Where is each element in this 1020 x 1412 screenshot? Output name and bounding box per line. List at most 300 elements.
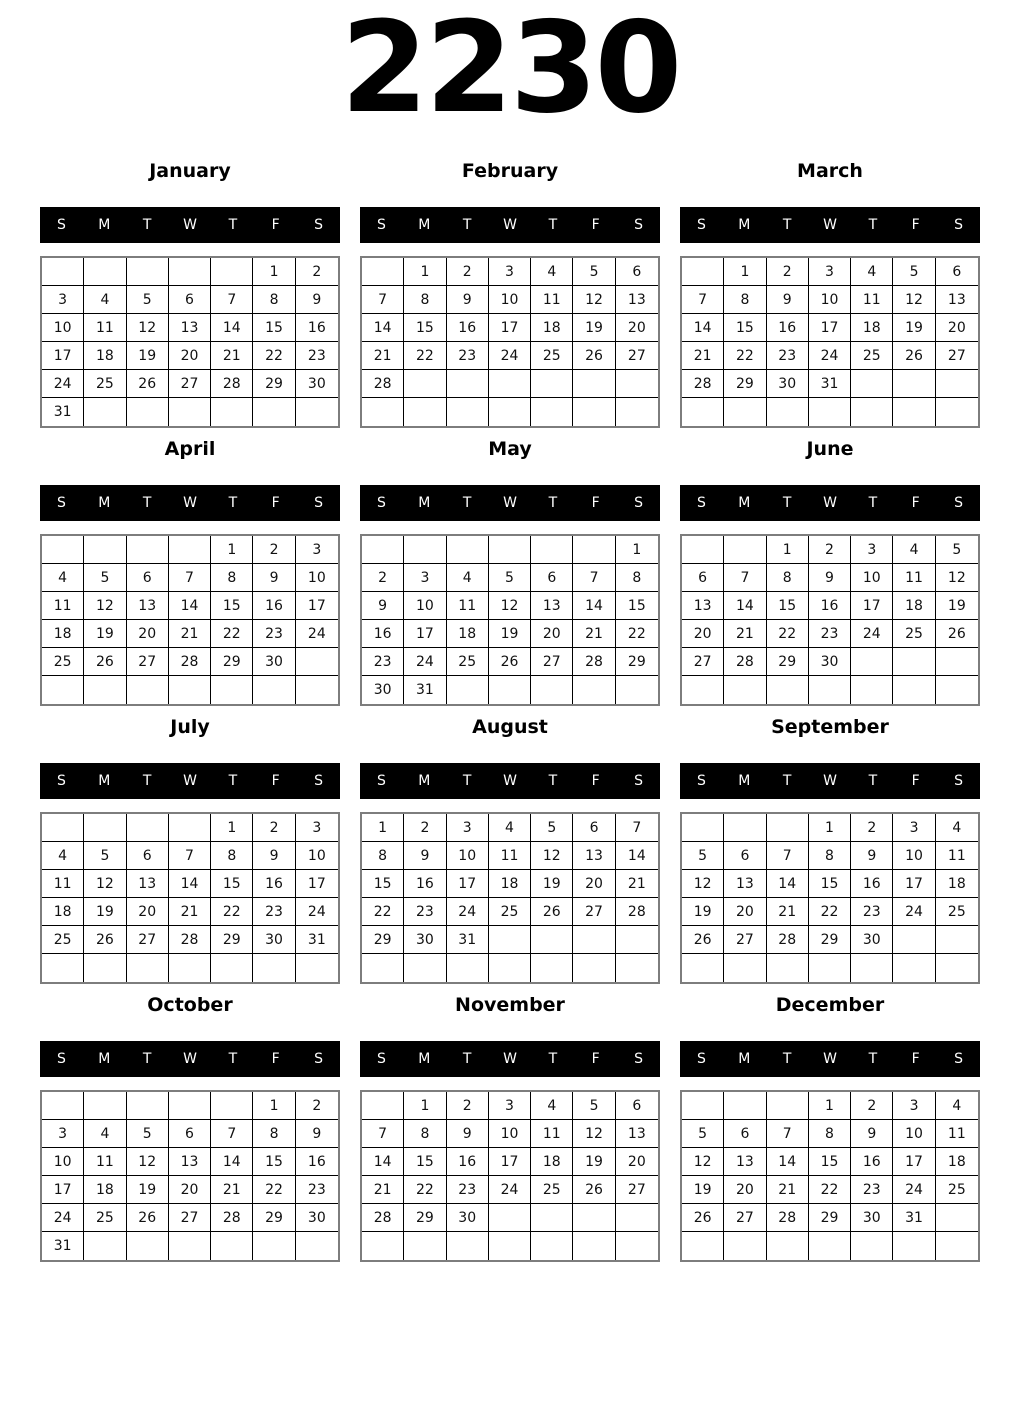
day-cell: 25 [84,1204,126,1232]
day-cell: 22 [767,620,809,648]
day-cell: 3 [296,814,338,842]
day-grid [40,256,340,428]
day-cell: 5 [127,1120,169,1148]
month-title: May [488,438,532,460]
day-cell: 31 [42,1232,84,1260]
month-block [360,150,660,428]
day-cell: 18 [531,314,573,342]
day-cell: 20 [616,314,658,342]
day-cell: 3 [404,564,446,592]
day-cell: 26 [127,370,169,398]
day-cell: 22 [724,342,766,370]
day-cell: 22 [404,1176,446,1204]
day-cell: 7 [362,1120,404,1148]
year-title: 2230 [340,0,680,141]
day-cell: 19 [573,1148,615,1176]
day-cell-empty [682,1092,724,1120]
day-cell: 26 [682,1204,724,1232]
weekday-header-bar [680,207,980,243]
day-cell-empty [296,398,338,426]
day-cell: 29 [404,1204,446,1232]
day-cell: 12 [893,286,935,314]
day-cell: 20 [936,314,978,342]
day-cell: 8 [404,286,446,314]
weekday-label: T [462,773,472,789]
day-cell-empty [573,676,615,704]
day-cell-empty [447,370,489,398]
day-cell: 24 [809,342,851,370]
day-cell: 14 [573,592,615,620]
day-cell: 19 [84,620,126,648]
day-cell: 2 [447,258,489,286]
day-cell-empty [616,926,658,954]
day-cell-empty [362,398,404,426]
weekday-label: T [548,495,558,511]
day-cell: 15 [253,314,295,342]
day-cell: 29 [724,370,766,398]
day-cell-empty [404,1232,446,1260]
day-cell: 2 [851,1092,893,1120]
months-grid [40,150,980,1262]
weekday-label: M [98,773,111,789]
day-cell: 6 [127,842,169,870]
day-cell-empty [531,1232,573,1260]
day-cell: 13 [573,842,615,870]
day-cell: 30 [296,370,338,398]
day-cell-empty [362,1232,404,1260]
day-cell: 15 [616,592,658,620]
day-cell: 1 [724,258,766,286]
day-cell: 2 [809,536,851,564]
day-cell: 23 [447,1176,489,1204]
day-cell: 9 [253,564,295,592]
day-cell: 28 [573,648,615,676]
day-cell-empty [893,648,935,676]
day-cell: 16 [253,870,295,898]
day-cell: 9 [296,1120,338,1148]
day-cell: 15 [211,870,253,898]
weekday-label: S [634,495,644,511]
weekday-label: W [503,217,517,233]
day-cell: 16 [851,1148,893,1176]
day-cell-empty [893,954,935,982]
day-cell-empty [404,370,446,398]
day-cell-empty [84,536,126,564]
day-cell: 1 [404,1092,446,1120]
day-cell-empty [767,676,809,704]
day-cell-empty [616,676,658,704]
day-cell: 21 [573,620,615,648]
day-grid [680,534,980,706]
day-cell: 18 [489,870,531,898]
day-cell: 19 [127,342,169,370]
day-cell: 8 [362,842,404,870]
day-cell: 23 [809,620,851,648]
day-cell: 29 [362,926,404,954]
day-cell: 1 [809,1092,851,1120]
day-cell-empty [169,676,211,704]
day-cell-empty [531,676,573,704]
day-cell-empty [42,676,84,704]
day-cell: 13 [616,286,658,314]
day-cell: 5 [682,842,724,870]
day-cell: 25 [936,898,978,926]
weekday-header-bar [40,763,340,799]
weekday-label: M [738,773,751,789]
day-cell: 12 [682,870,724,898]
weekday-label: M [98,217,111,233]
day-cell-empty [851,954,893,982]
day-cell-empty [724,814,766,842]
day-grid [360,256,660,428]
weekday-header-bar [680,1041,980,1077]
day-cell: 15 [724,314,766,342]
day-cell: 11 [447,592,489,620]
weekday-label: T [868,495,878,511]
day-cell-empty [127,536,169,564]
day-cell-empty [447,398,489,426]
day-cell-empty [169,536,211,564]
day-cell: 6 [616,1092,658,1120]
day-cell: 14 [211,1148,253,1176]
day-cell: 6 [936,258,978,286]
day-cell-empty [682,954,724,982]
day-cell: 5 [531,814,573,842]
day-cell: 16 [809,592,851,620]
day-cell: 3 [489,258,531,286]
weekday-label: F [271,217,280,233]
day-cell: 8 [616,564,658,592]
day-cell: 24 [404,648,446,676]
weekday-label: S [634,773,644,789]
weekday-header-bar [680,763,980,799]
weekday-label: F [271,495,280,511]
day-cell: 6 [531,564,573,592]
day-cell-empty [531,370,573,398]
day-cell: 21 [767,1176,809,1204]
day-cell: 16 [447,1148,489,1176]
day-cell: 10 [809,286,851,314]
day-cell-empty [809,676,851,704]
weekday-label: W [823,1051,837,1067]
day-cell-empty [127,814,169,842]
day-cell: 19 [936,592,978,620]
day-cell: 25 [851,342,893,370]
day-cell: 3 [42,286,84,314]
day-cell: 28 [724,648,766,676]
day-cell: 15 [404,1148,446,1176]
day-cell-empty [489,954,531,982]
day-cell-empty [489,676,531,704]
day-cell-empty [573,536,615,564]
day-cell-empty [616,1232,658,1260]
day-cell: 27 [127,648,169,676]
weekday-label: M [738,1051,751,1067]
day-cell-empty [851,370,893,398]
day-cell-empty [936,954,978,982]
day-cell-empty [767,1092,809,1120]
day-cell-empty [42,536,84,564]
weekday-header-bar [40,1041,340,1077]
day-cell: 20 [169,342,211,370]
day-cell: 22 [809,898,851,926]
day-cell-empty [767,814,809,842]
day-cell-empty [489,370,531,398]
day-cell: 24 [42,1204,84,1232]
day-cell-empty [211,1232,253,1260]
day-cell: 17 [893,870,935,898]
weekday-label: W [823,217,837,233]
day-cell-empty [489,1232,531,1260]
day-cell: 2 [296,258,338,286]
weekday-label: S [376,217,386,233]
day-cell: 24 [296,898,338,926]
day-cell-empty [573,954,615,982]
day-cell: 26 [127,1204,169,1232]
day-cell-empty [404,954,446,982]
day-cell: 1 [362,814,404,842]
day-cell-empty [447,536,489,564]
day-cell: 25 [531,1176,573,1204]
day-cell: 27 [724,926,766,954]
day-cell-empty [531,954,573,982]
day-cell-empty [851,1232,893,1260]
day-cell-empty [127,1232,169,1260]
day-cell: 15 [253,1148,295,1176]
day-cell: 19 [531,870,573,898]
day-cell-empty [851,676,893,704]
day-cell: 31 [296,926,338,954]
day-cell: 24 [447,898,489,926]
day-cell: 19 [489,620,531,648]
day-cell-empty [42,814,84,842]
day-cell: 13 [724,1148,766,1176]
day-cell: 16 [253,592,295,620]
day-cell-empty [893,676,935,704]
day-cell: 7 [573,564,615,592]
day-cell: 4 [531,258,573,286]
weekday-label: F [271,773,280,789]
day-cell: 13 [127,592,169,620]
day-cell: 22 [616,620,658,648]
day-cell: 11 [936,842,978,870]
day-cell: 28 [211,370,253,398]
day-cell-empty [169,814,211,842]
weekday-label: W [503,1051,517,1067]
month-title: April [164,438,216,460]
day-cell: 17 [489,314,531,342]
day-cell: 1 [616,536,658,564]
weekday-header-bar [360,763,660,799]
day-cell: 13 [531,592,573,620]
weekday-label: T [868,217,878,233]
month-title: July [170,716,210,738]
month-title: June [806,438,854,460]
day-cell: 20 [573,870,615,898]
day-cell: 7 [767,842,809,870]
day-cell: 10 [447,842,489,870]
day-cell: 14 [767,870,809,898]
day-cell: 8 [767,564,809,592]
weekday-label: T [868,773,878,789]
day-cell: 28 [767,1204,809,1232]
weekday-label: T [462,1051,472,1067]
day-cell: 17 [404,620,446,648]
day-cell-empty [682,536,724,564]
day-cell-empty [573,370,615,398]
weekday-label: S [634,217,644,233]
weekday-label: M [418,1051,431,1067]
day-cell: 30 [296,1204,338,1232]
day-cell: 12 [936,564,978,592]
day-cell-empty [169,258,211,286]
day-cell: 23 [296,342,338,370]
day-cell-empty [851,398,893,426]
day-cell-empty [724,1232,766,1260]
day-cell: 24 [489,342,531,370]
day-cell: 20 [127,898,169,926]
day-cell: 10 [404,592,446,620]
day-cell: 3 [447,814,489,842]
day-cell: 19 [127,1176,169,1204]
day-cell: 19 [682,1176,724,1204]
day-cell: 31 [447,926,489,954]
month-title: November [455,994,565,1016]
day-cell: 16 [851,870,893,898]
day-cell: 3 [489,1092,531,1120]
day-cell: 8 [211,842,253,870]
day-cell: 28 [211,1204,253,1232]
day-cell: 6 [169,286,211,314]
day-cell-empty [253,954,295,982]
weekday-label: S [954,217,964,233]
weekday-label: T [868,1051,878,1067]
month-block [360,428,660,706]
day-cell-empty [404,398,446,426]
day-cell-empty [362,1092,404,1120]
day-cell: 16 [404,870,446,898]
weekday-label: S [56,495,66,511]
month-block [40,428,340,706]
day-cell-empty [531,926,573,954]
day-cell: 5 [682,1120,724,1148]
day-cell: 3 [893,814,935,842]
day-cell-empty [767,1232,809,1260]
weekday-label: S [696,1051,706,1067]
day-cell-empty [253,676,295,704]
day-cell: 18 [531,1148,573,1176]
day-cell: 31 [893,1204,935,1232]
day-cell: 25 [84,370,126,398]
day-cell: 10 [42,1148,84,1176]
day-cell: 26 [489,648,531,676]
day-cell: 4 [851,258,893,286]
day-cell: 14 [169,592,211,620]
day-cell: 7 [682,286,724,314]
day-grid [680,256,980,428]
day-grid [360,534,660,706]
day-cell: 5 [573,258,615,286]
day-cell-empty [936,370,978,398]
day-cell: 24 [893,898,935,926]
day-cell-empty [573,926,615,954]
weekday-label: T [142,495,152,511]
day-cell: 27 [169,1204,211,1232]
weekday-label: S [314,217,324,233]
day-cell: 19 [682,898,724,926]
day-cell-empty [362,258,404,286]
weekday-label: W [183,495,197,511]
day-cell: 7 [724,564,766,592]
day-cell: 4 [447,564,489,592]
day-cell: 30 [809,648,851,676]
day-cell-empty [531,536,573,564]
day-cell-empty [682,258,724,286]
day-cell-empty [682,1232,724,1260]
day-cell: 12 [127,314,169,342]
day-cell: 18 [84,342,126,370]
day-cell-empty [127,1092,169,1120]
day-cell: 21 [767,898,809,926]
day-cell: 5 [127,286,169,314]
day-cell: 15 [809,870,851,898]
day-cell-empty [211,954,253,982]
day-cell: 7 [169,564,211,592]
weekday-label: F [911,773,920,789]
day-cell: 20 [724,1176,766,1204]
weekday-label: W [503,495,517,511]
day-cell: 25 [893,620,935,648]
day-cell: 11 [531,286,573,314]
day-cell: 17 [42,342,84,370]
day-cell: 26 [84,648,126,676]
day-cell-empty [489,1204,531,1232]
day-cell: 1 [809,814,851,842]
day-cell: 12 [84,592,126,620]
day-cell: 31 [42,398,84,426]
weekday-label: F [271,1051,280,1067]
day-cell: 29 [253,370,295,398]
weekday-label: S [696,217,706,233]
day-cell: 4 [936,1092,978,1120]
day-cell: 23 [447,342,489,370]
day-cell: 25 [447,648,489,676]
day-cell-empty [447,954,489,982]
day-cell: 6 [616,258,658,286]
day-cell: 20 [127,620,169,648]
day-cell-empty [296,648,338,676]
day-cell: 27 [573,898,615,926]
weekday-label: T [142,773,152,789]
month-block [680,984,980,1262]
day-cell: 25 [489,898,531,926]
day-cell: 22 [211,620,253,648]
day-cell: 20 [724,898,766,926]
day-cell: 4 [84,286,126,314]
day-cell: 14 [362,1148,404,1176]
day-cell-empty [616,370,658,398]
day-cell: 2 [253,536,295,564]
day-cell: 8 [211,564,253,592]
day-cell: 13 [169,314,211,342]
day-cell: 3 [296,536,338,564]
day-cell-empty [404,536,446,564]
day-cell: 28 [362,1204,404,1232]
day-cell: 10 [296,842,338,870]
day-cell-empty [211,676,253,704]
weekday-label: T [142,217,152,233]
day-cell: 25 [531,342,573,370]
